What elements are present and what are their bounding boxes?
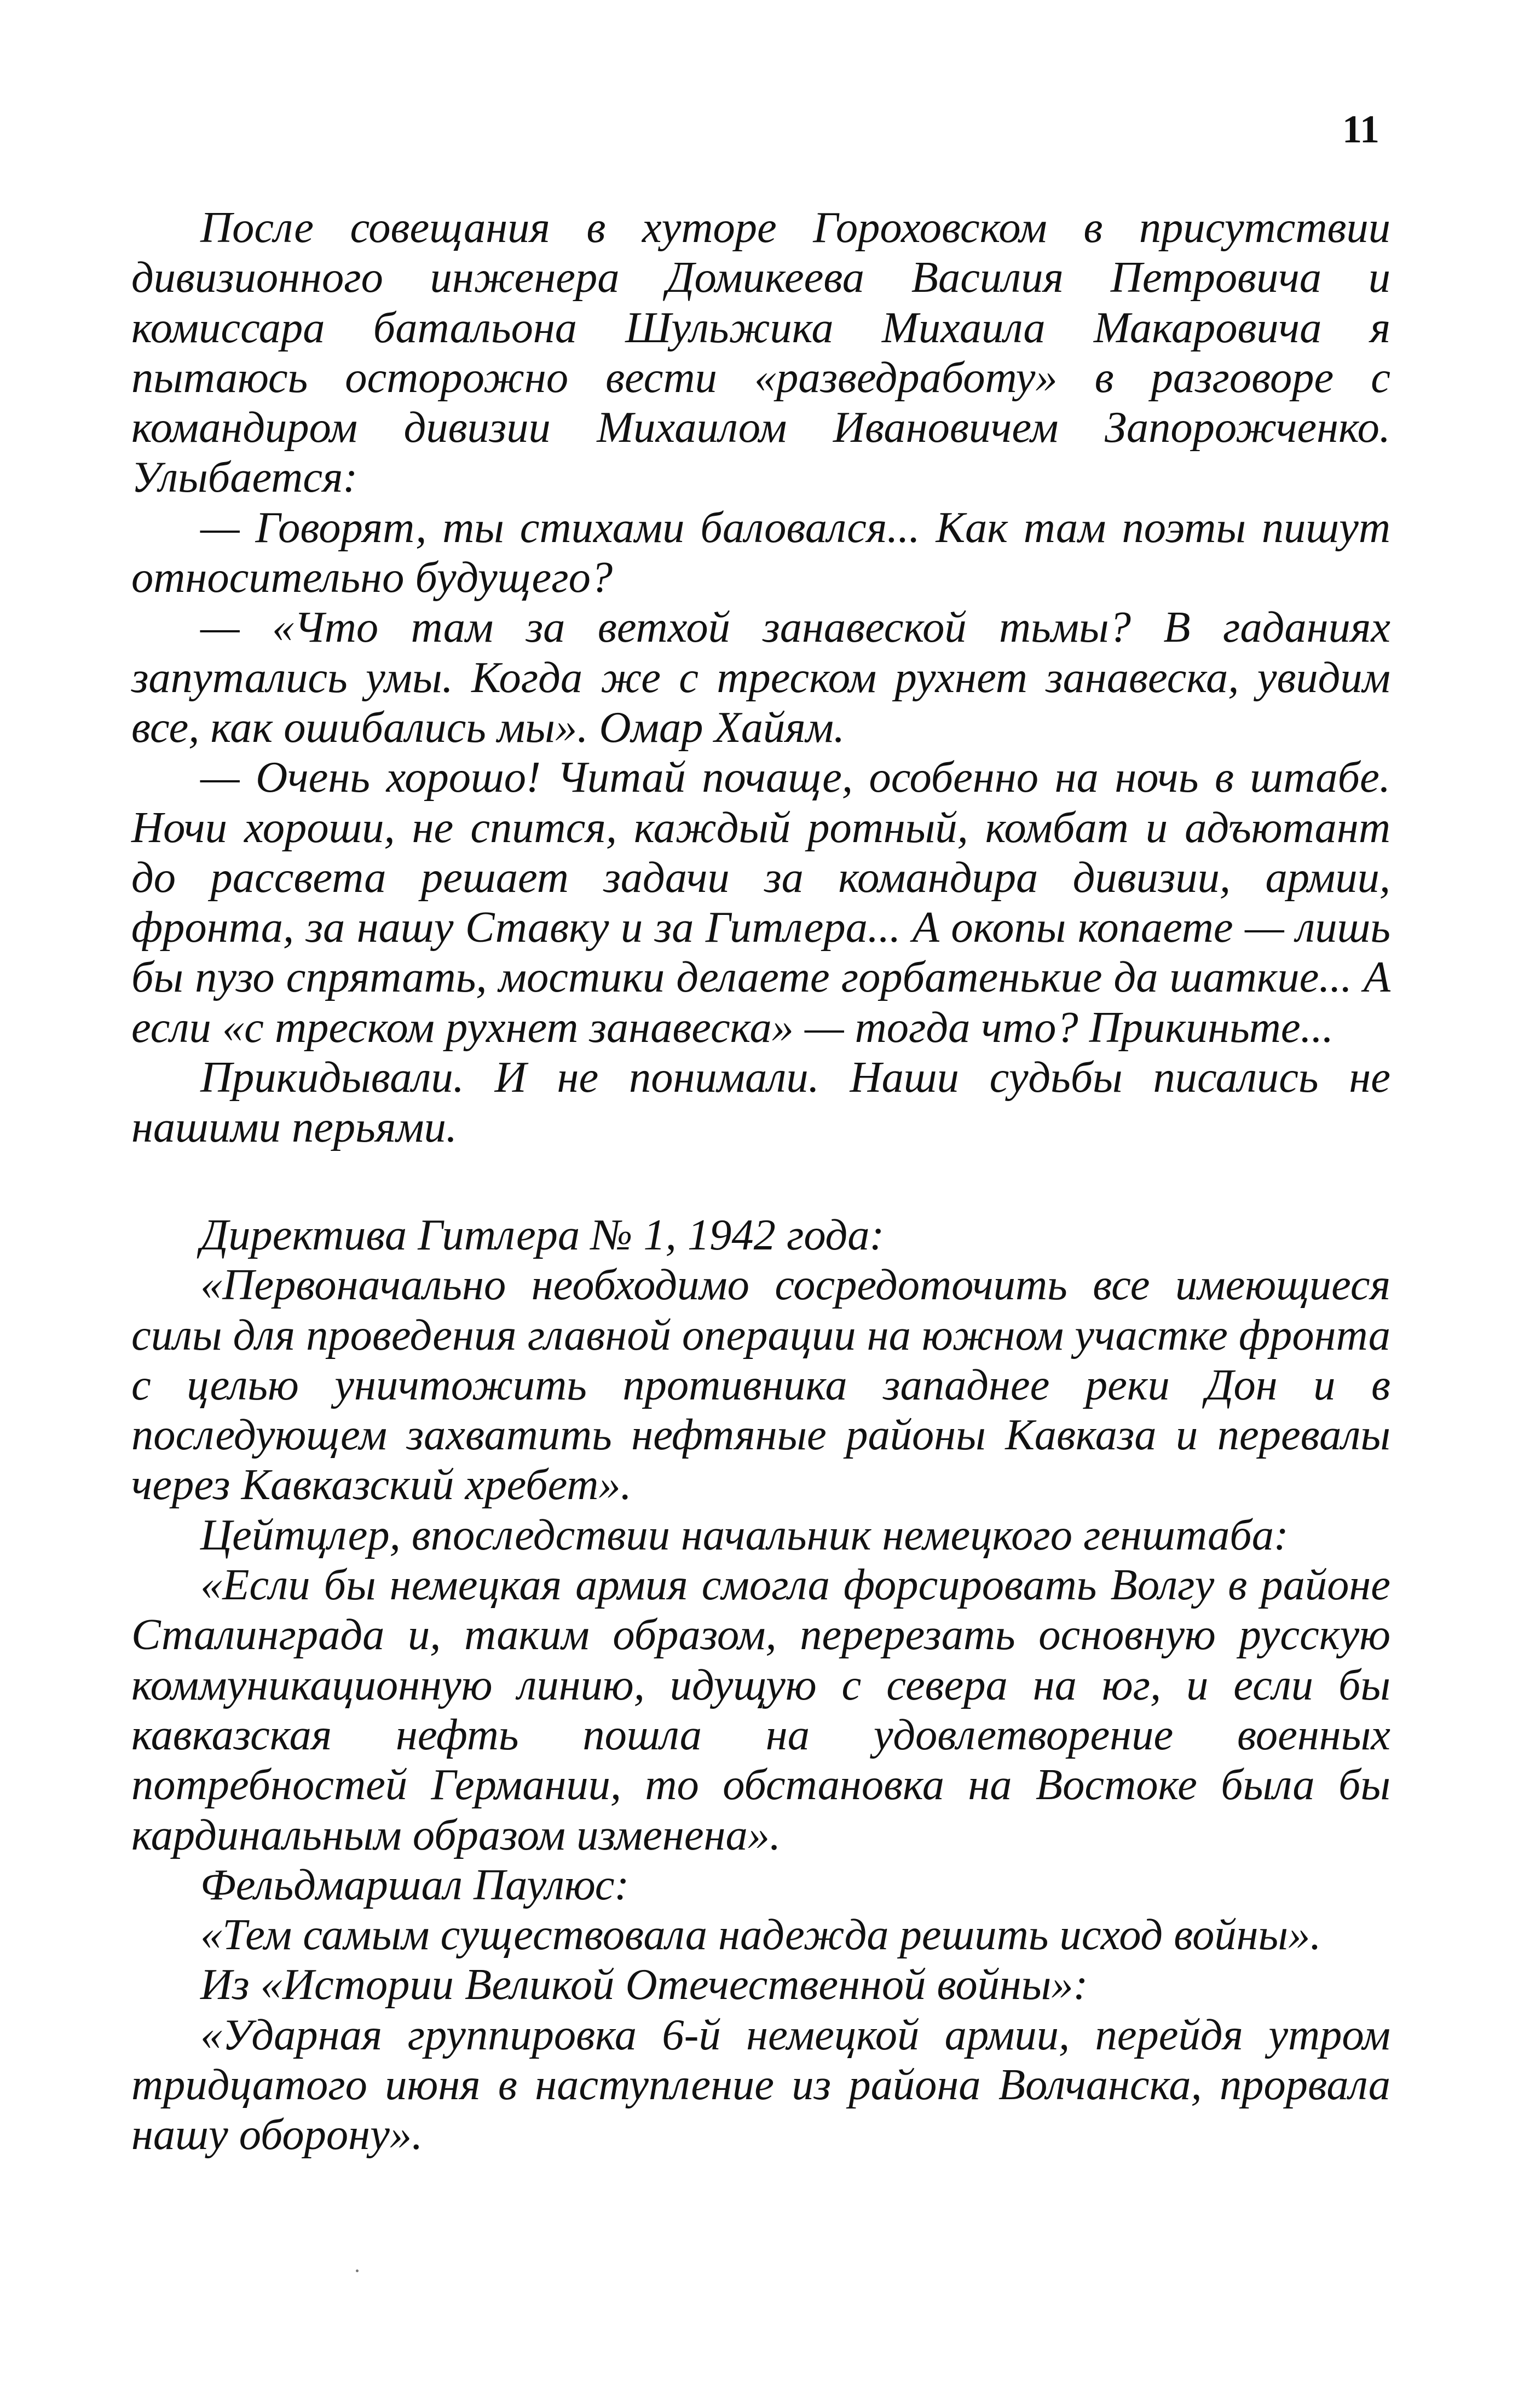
print-speck [356,2269,359,2272]
paragraph: Цейтцлер, впоследствии начальник немецкого генштаба: [200,1510,1289,1559]
paragraph: Фельдмаршал Паулюс: [200,1860,630,1909]
paragraph: Директива Гитлера № 1, 1942 года: [200,1211,885,1259]
paragraph: Прикидывали. И не понимали. Наши судьбы писались не нашими перьями. [131,1053,1390,1152]
paragraph: «Первоначально необходимо сосредоточить все имеющиеся силы для проведения главной операции на южном участке фронта с целью уничтожить противника западнее реки Дон и в последующем захватить нефтяные районы Кавказа и перевалы через Кавказский хребет». [131,1260,1390,1510]
quotations-section [131,1210,1390,2160]
paragraph: — Очень хорошо! Читай почаще, особенно на ночь в штабе. Ночи хороши, не спится, каждый ротный, комбат и адъютант до рассвета решает задачи за командира дивизии, армии, фронта, за нашу Ставку и за Гитлера... А окопы копаете — лишь бы пузо спрятать, мостики делаете горбатенькие да шаткие... А если «с треском рухнет занавеска» — тогда что? Прикиньте... [131,753,1390,1052]
paragraph: — Говорят, ты стихами баловался... Как там поэты пишут относительно будущего? [131,503,1390,602]
memoir-section [131,203,1390,1153]
page-number: 11 [1342,107,1379,151]
paragraph: — «Что там за ветхой занавеской тьмы? В гаданиях запутались умы. Когда же с треском рухнет занавеска, увидим все, как ошибались мы». Омар Хайям. [131,603,1390,752]
paragraph: После совещания в хуторе Гороховском в присутствии дивизионного инженера Домикеева Василия Петровича и комиссара батальона Шульжика Михаила Макаровича я пытаюсь осторожно вести «разведработу» в разговоре с командиром дивизии Михаилом Ивановичем Запорожченко. Улыбается: [131,203,1390,502]
paragraph: Из «Истории Великой Отечественной войны»: [200,1960,1088,2009]
paragraph: «Ударная группировка 6-й немецкой армии, перейдя утром тридцатого июня в наступление из района Волчанска, прорвала нашу оборону». [131,2010,1390,2159]
paragraph: «Если бы немецкая армия смогла форсировать Волгу в районе Сталинграда и, таким образом, перерезать основную русскую коммуникационную линию, идущую с севера на юг, и если бы кавказская нефть пошла на удовлетворение военных потребностей Германии, то обстановка на Востоке была бы кардинальным образом изменена». [131,1560,1390,1859]
paragraph: «Тем самым существовала надежда решить исход войны». [200,1910,1321,1960]
